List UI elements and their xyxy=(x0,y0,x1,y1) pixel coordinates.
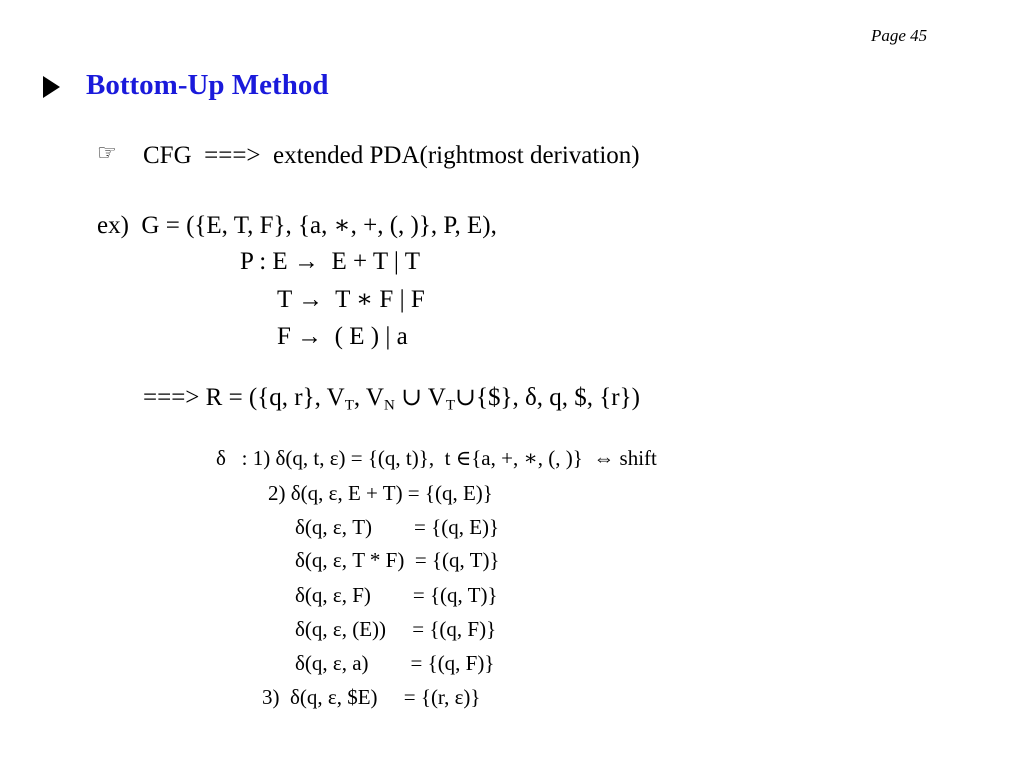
pointing-hand-icon: ☞ xyxy=(97,141,117,166)
subscript-t: T xyxy=(445,397,456,414)
production-line: T → T ∗ F | F xyxy=(277,286,425,313)
delta-rule: δ(q, ε, T) = {(q, E)} xyxy=(295,515,500,539)
delta-rule: δ(q, ε, T * F) = {(q, T)} xyxy=(295,548,500,572)
result-suffix: ∪{$}, δ, q, $, {r}) xyxy=(455,384,640,411)
pda-result xyxy=(143,384,640,414)
delta-rule: δ(q, ε, a) = {(q, F)} xyxy=(295,651,495,675)
delta-rule: δ(q, ε, (E)) = {(q, F)} xyxy=(295,617,497,641)
grammar-definition: ex) G = ({E, T, F}, {a, ∗, +, (, )}, P, E), xyxy=(97,212,497,239)
delta-rule: 2) δ(q, ε, E + T) = {(q, E)} xyxy=(268,481,493,505)
production-line: P : E → E + T | T xyxy=(240,248,421,275)
subscript-t: T xyxy=(344,397,354,414)
page-number: Page 45 xyxy=(871,26,928,45)
triangle-right-icon xyxy=(43,76,60,98)
result-mid: ∪ V xyxy=(394,384,446,411)
production-line: F → ( E ) | a xyxy=(277,323,408,350)
delta-rule: δ(q, ε, F) = {(q, T)} xyxy=(295,583,498,607)
subscript-n: N xyxy=(383,397,395,414)
delta-rule: δ : 1) δ(q, t, ε) = {(q, t)}, t ∈{a, +, ∗, (, )} ⇔ shift xyxy=(216,446,657,470)
slide-title: Bottom-Up Method xyxy=(86,69,329,101)
result-prefix: ===> R = ({q, r}, V xyxy=(143,384,345,411)
result-mid: , V xyxy=(353,384,384,411)
delta-rule: 3) δ(q, ε, $E) = {(r, ε)} xyxy=(262,685,481,709)
subpoint-text: CFG ===> extended PDA(rightmost derivation) xyxy=(143,142,640,169)
